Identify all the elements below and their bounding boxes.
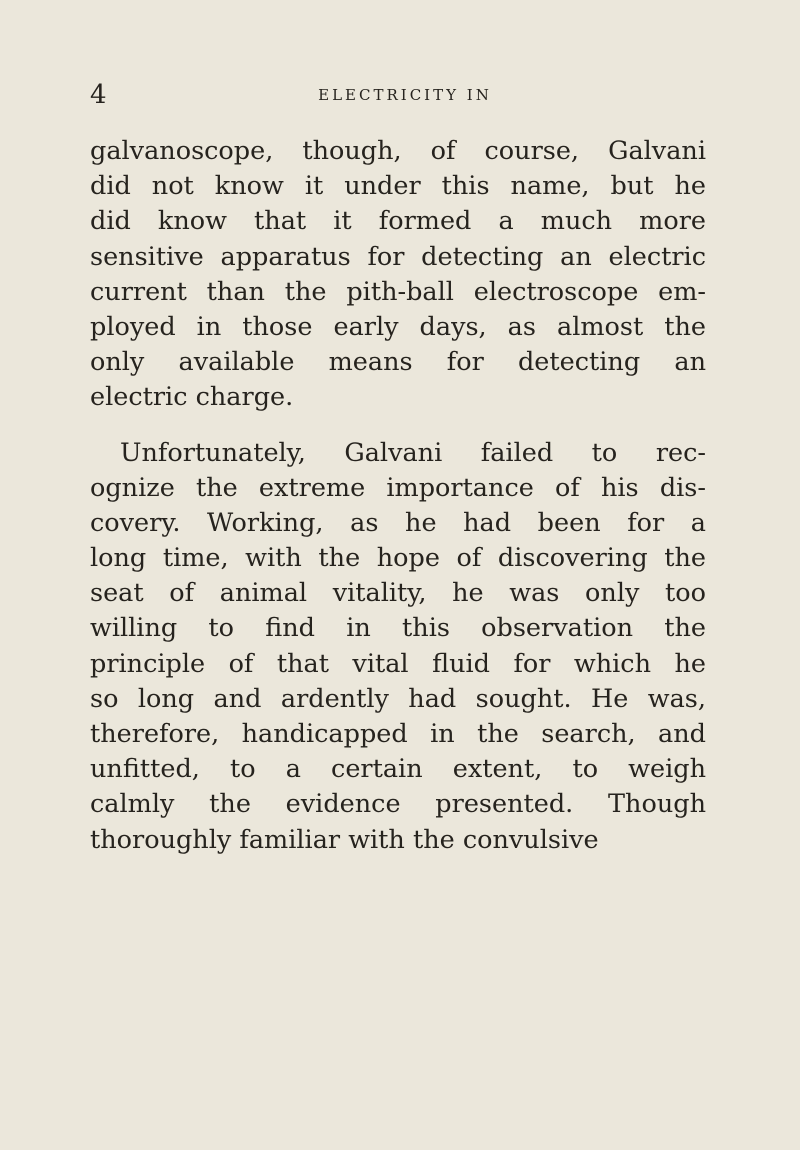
page-header bbox=[90, 80, 700, 110]
running-head: ELECTRICITY IN bbox=[318, 86, 492, 104]
text-line: principle of that vital fluid for which he bbox=[90, 648, 706, 679]
paragraph-1 bbox=[90, 134, 706, 416]
text-line: ognize the extreme importance of his dis- bbox=[90, 472, 706, 503]
text-line: thoroughly familiar with the convulsive bbox=[90, 824, 599, 855]
text-line: therefore, handicapped in the search, and bbox=[90, 719, 706, 749]
text-line: unfitted, to a certain extent, to weigh bbox=[90, 754, 706, 785]
text-line: did know that it formed a much more bbox=[90, 206, 706, 237]
paragraph-2 bbox=[90, 436, 706, 858]
paragraph-spacer bbox=[90, 416, 706, 436]
text-line: covery. Working, as he had been for a bbox=[90, 507, 706, 538]
text-line: current than the pith-ball electroscope em- bbox=[90, 276, 706, 307]
text-line: long time, with the hope of discovering the bbox=[90, 543, 706, 574]
text-line: galvanoscope, though, of course, Galvani bbox=[90, 136, 706, 166]
text-line: so long and ardently had sought. He was, bbox=[90, 683, 706, 714]
body-text bbox=[90, 134, 706, 858]
text-line: willing to find in this observation the bbox=[90, 613, 706, 644]
text-line: only available means for detecting an bbox=[90, 347, 706, 378]
page-number: 4 bbox=[90, 80, 107, 110]
text-line: ployed in those early days, as almost the bbox=[90, 311, 706, 342]
text-line: seat of animal vitality, he was only too bbox=[90, 578, 706, 609]
text-line: sensitive apparatus for detecting an electric bbox=[90, 241, 706, 272]
text-line: Unfortunately, Galvani failed to rec- bbox=[120, 437, 706, 468]
text-line: electric charge. bbox=[90, 382, 294, 413]
text-line: calmly the evidence presented. Though bbox=[90, 789, 706, 820]
text-line: did not know it under this name, but he bbox=[90, 171, 706, 202]
